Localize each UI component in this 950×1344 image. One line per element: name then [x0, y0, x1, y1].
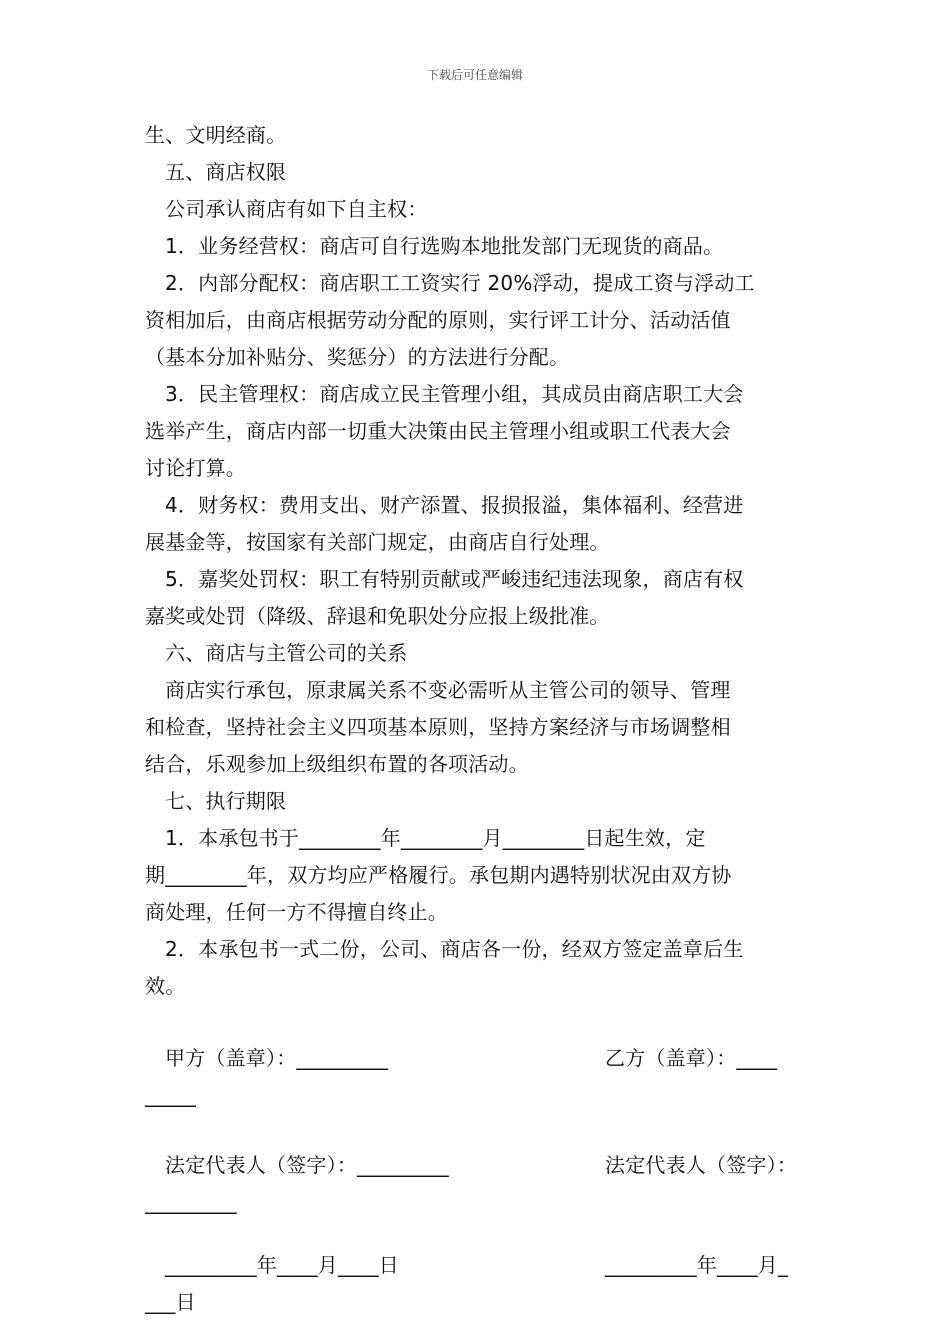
- date-row: [145, 1247, 810, 1284]
- party-b-date: _________年____月_: [605, 1253, 789, 1277]
- paragraph-line: 1．本承包书于________年________月________日起生效，定: [165, 826, 706, 850]
- paragraph-line: 和检查，坚持社会主义四项基本原则，坚持方案经济与市场调整相: [145, 715, 731, 739]
- paragraph-line: 生、文明经商。: [145, 123, 287, 147]
- paragraph-line: 4．财务权：费用支出、财产添置、报损报溢，集体福利、经营进: [165, 493, 744, 517]
- paragraph-line: 展基金等，按国家有关部门规定，由商店自行处理。: [145, 530, 610, 554]
- paragraph-line: 期________年，双方均应严格履行。承包期内遇特别状况由双方协: [145, 863, 732, 887]
- party-b-date-continuation: ___日: [145, 1290, 196, 1314]
- party-b-seal: 乙方（盖章）：____: [605, 1046, 778, 1070]
- paragraph-line: 六、商店与主管公司的关系: [165, 641, 408, 665]
- paragraph-line: 七、执行期限: [165, 789, 287, 813]
- paragraph-line: 效。: [145, 974, 186, 998]
- party-b-representative: 法定代表人（签字）：: [605, 1153, 797, 1177]
- paragraph-line: 嘉奖或处罚（降级、辞退和免职处分应报上级批准。: [145, 604, 610, 628]
- paragraph-line: 3．民主管理权：商店成立民主管理小组，其成员由商店职工大会: [165, 382, 744, 406]
- page-header: 下载后可任意编辑: [426, 68, 523, 82]
- paragraph-line: 讨论打算。: [145, 456, 246, 480]
- seal-row: [145, 1040, 810, 1077]
- paragraph-line: 资相加后，由商店根据劳动分配的原则，实行评工计分、活动活值: [145, 308, 731, 332]
- paragraph-line: （基本分加补贴分、奖惩分）的方法进行分配。: [145, 345, 570, 369]
- paragraph-line: 商处理，任何一方不得擅自终止。: [145, 900, 448, 924]
- party-a-date: _________年____月____日: [165, 1253, 399, 1277]
- paragraph-line: 选举产生，商店内部一切重大决策由民主管理小组或职工代表大会: [145, 419, 731, 443]
- paragraph-line: 五、商店权限: [165, 160, 287, 184]
- party-b-representative-continuation: _________: [145, 1190, 237, 1214]
- document-body: [145, 117, 810, 1321]
- paragraph-line: 1．业务经营权：商店可自行选购本地批发部门无现货的商品。: [165, 234, 724, 258]
- paragraph-list: [145, 117, 810, 1005]
- party-a-representative: 法定代表人（签字）：_________: [165, 1153, 449, 1177]
- paragraph-line: 5．嘉奖处罚权：职工有特别贡献或严峻违纪违法现象，商店有权: [165, 567, 744, 591]
- paragraph-line: 2．本承包书一式二份，公司、商店各一份，经双方签定盖章后生: [165, 937, 744, 961]
- paragraph-line: 商店实行承包，原隶属关系不变必需听从主管公司的领导、管理: [165, 678, 731, 702]
- paragraph-line: 结合，乐观参加上级组织布置的各项活动。: [145, 752, 529, 776]
- representative-row: [145, 1147, 810, 1184]
- paragraph-line: 公司承认商店有如下自主权：: [165, 197, 428, 221]
- paragraph-line: 2．内部分配权：商店职工工资实行 20%浮动，提成工资与浮动工: [165, 271, 755, 295]
- party-b-seal-continuation: _____: [145, 1083, 196, 1107]
- party-a-seal: 甲方（盖章）：_________: [165, 1046, 389, 1070]
